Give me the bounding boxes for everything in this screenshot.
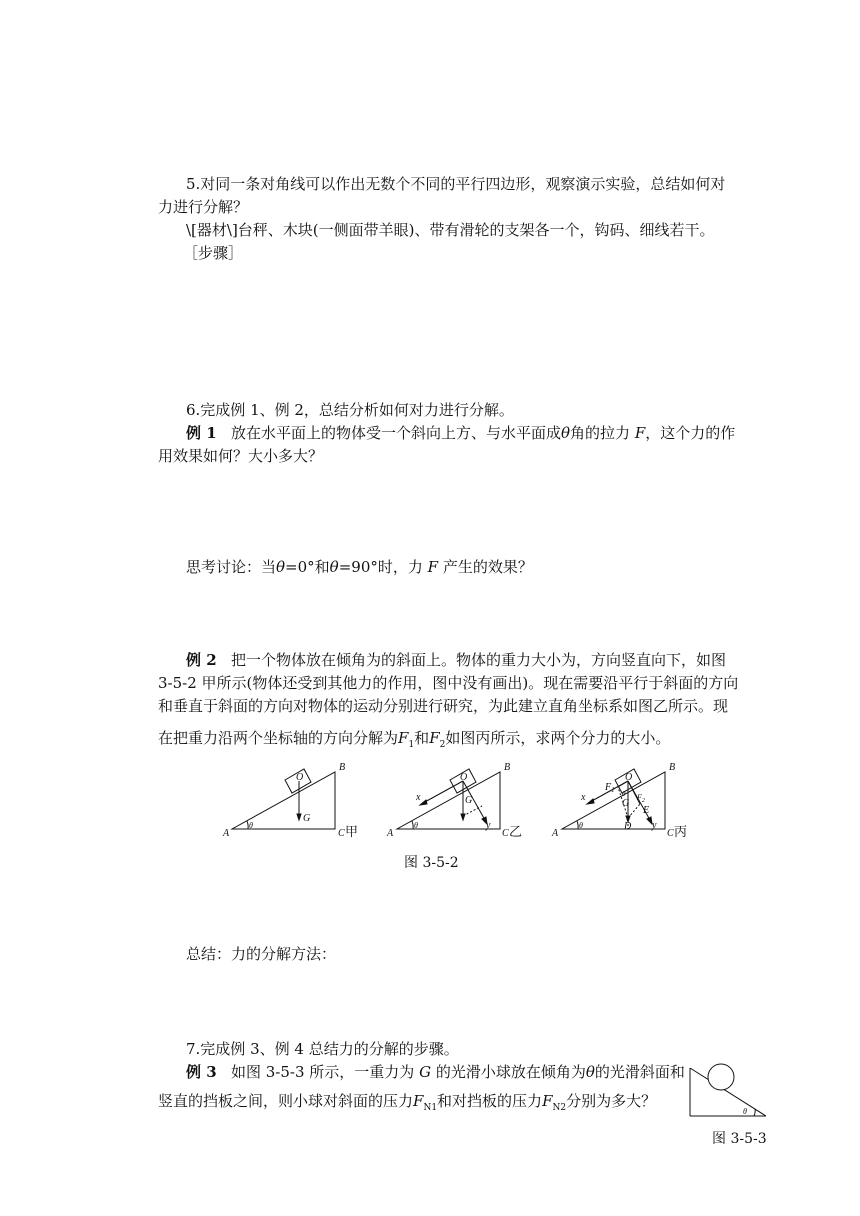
q5-line2: 力进行分解？ [158, 198, 249, 216]
force-symbol: F [427, 558, 439, 576]
label-x-bing: x [581, 792, 586, 803]
label-F2-bing: $F_2$ [637, 793, 645, 804]
example3-label: 例 3 [186, 1063, 217, 1081]
label-theta-yi: θ [414, 821, 418, 830]
example3-line1 [186, 1061, 685, 1083]
label-B-yi: B [504, 762, 511, 773]
example3-text-b: 的光滑小球放在倾角为 [431, 1063, 586, 1081]
q5-steps: ［步骤］ [183, 244, 244, 262]
figure-3-5-3-caption: 图 3-5-3 [712, 1131, 767, 1147]
example3-text-2b: 和对挡板的压力 [437, 1092, 543, 1110]
example2-text-4a: 在把重力沿两个坐标轴的方向分解为 [158, 729, 399, 747]
label-F1-bing: $F_1$ [605, 782, 615, 794]
theta-symbol: θ [276, 558, 286, 576]
example1-label: 例 1 [186, 424, 217, 442]
f1-symbol: F [398, 729, 409, 747]
theta-symbol: θ [329, 558, 339, 576]
label-C-jia: C [338, 828, 345, 839]
q6-line: 6.完成例 1、例 2，总结分析如何对力进行分解。 [186, 401, 514, 419]
example3-text-c: 的光滑斜面和 [594, 1063, 685, 1081]
example2-text: 把一个物体放在倾角为的斜面上。物体的重力大小为，方向竖直向下，如图 [230, 651, 726, 669]
example1-line2: 用效果如何？大小多大？ [158, 447, 324, 465]
label-theta-3-5-3: θ [743, 1107, 747, 1116]
example3-text-2c: 分别为多大？ [566, 1092, 657, 1110]
label-theta-jia: θ [249, 821, 253, 830]
force-symbol: F [634, 424, 646, 442]
example1-text-b: 角的拉力 [570, 424, 635, 442]
label-O-yi: O [460, 772, 468, 783]
figure-3-5-3 [688, 1050, 770, 1120]
label-C-bing: C [667, 828, 674, 839]
example2-label: 例 2 [186, 651, 217, 669]
label-y-bing: y [652, 820, 657, 831]
q5-equipment: \[器材\]台秤、木块(一侧面带羊眼)、带有滑轮的支架各一个，钩码、细线若干。 [186, 221, 715, 239]
q5-line1: 5.对同一条对角线可以作出无数个不同的平行四边形，观察演示实验，总结如何对 [186, 175, 726, 193]
label-theta-bing-2: θ [622, 790, 626, 798]
f2-subscript: 2 [439, 740, 446, 750]
theta-symbol: θ [561, 424, 571, 442]
fn1-subscript: N1 [423, 1103, 438, 1113]
label-y-yi: y [486, 820, 491, 831]
label-D-bing: D [624, 821, 632, 832]
example2-line1 [186, 649, 726, 671]
label-O-bing: O [625, 772, 633, 783]
discussion-text-a: 思考讨论：当 [186, 558, 277, 576]
label-G-yi: G [465, 795, 473, 806]
label-G-jia: G [303, 813, 311, 824]
label-yi: 乙 [509, 824, 523, 839]
example1-text-c: ，这个力的作 [645, 424, 736, 442]
discussion-line [186, 556, 533, 578]
example3-line2 [158, 1090, 656, 1119]
summary-line: 总结：力的分解方法： [186, 945, 337, 963]
fn1-symbol: F [413, 1092, 424, 1110]
label-jia: 甲 [345, 824, 359, 839]
theta-symbol: θ [585, 1063, 595, 1081]
example1-text-a: 放在水平面上的物体受一个斜向上方、与水平面成 [230, 424, 561, 442]
figure-3-5-2-caption: 图 3-5-2 [404, 855, 459, 871]
label-bing: 丙 [674, 824, 688, 839]
label-A-jia: A [223, 828, 230, 839]
incline-jia [232, 772, 335, 829]
label-C-yi: C [502, 828, 509, 839]
label-A-yi: A [387, 828, 394, 839]
smooth-ball [708, 1064, 734, 1090]
label-B-jia: B [339, 762, 346, 773]
example2-and: 和 [414, 729, 430, 747]
q7-line: 7.完成例 3、例 4 总结力的分解的步骤。 [186, 1040, 459, 1058]
discussion-text-c: =90°时，力 [338, 558, 428, 576]
fn2-subscript: N2 [552, 1103, 567, 1113]
discussion-text-d: 产生的效果？ [438, 558, 533, 576]
label-x-yi: x [416, 792, 421, 803]
label-O-jia: O [296, 772, 304, 783]
figure-3-5-2 [215, 758, 695, 843]
example2-line4 [158, 727, 670, 756]
label-E-bing: E [643, 805, 650, 816]
f1-subscript: 1 [408, 740, 415, 750]
label-theta-bing: θ [579, 821, 583, 830]
label-G-bing: G [622, 798, 630, 809]
label-A-bing: A [552, 828, 559, 839]
example3-text-2a: 竖直的挡板之间，则小球对斜面的压力 [158, 1092, 414, 1110]
label-B-bing: B [669, 762, 676, 773]
example2-text-4b: 如图丙所示，求两个分力的大小。 [445, 729, 671, 747]
discussion-text-b: =0°和 [285, 558, 330, 576]
example3-text-a: 如图 3-5-3 所示，一重力为 [230, 1063, 420, 1081]
example2-line3: 和垂直于斜面的方向对物体的运动分别进行研究，为此建立直角坐标系如图乙所示。现 [158, 697, 729, 715]
example2-line2: 3-5-2 甲所示(物体还受到其他力的作用，图中没有画出)。现在需要沿平行于斜面的方向 [158, 674, 739, 692]
fn2-symbol: F [542, 1092, 553, 1110]
f2-symbol: F [429, 729, 440, 747]
g-symbol: G [419, 1063, 432, 1081]
example1-line1 [186, 422, 735, 444]
